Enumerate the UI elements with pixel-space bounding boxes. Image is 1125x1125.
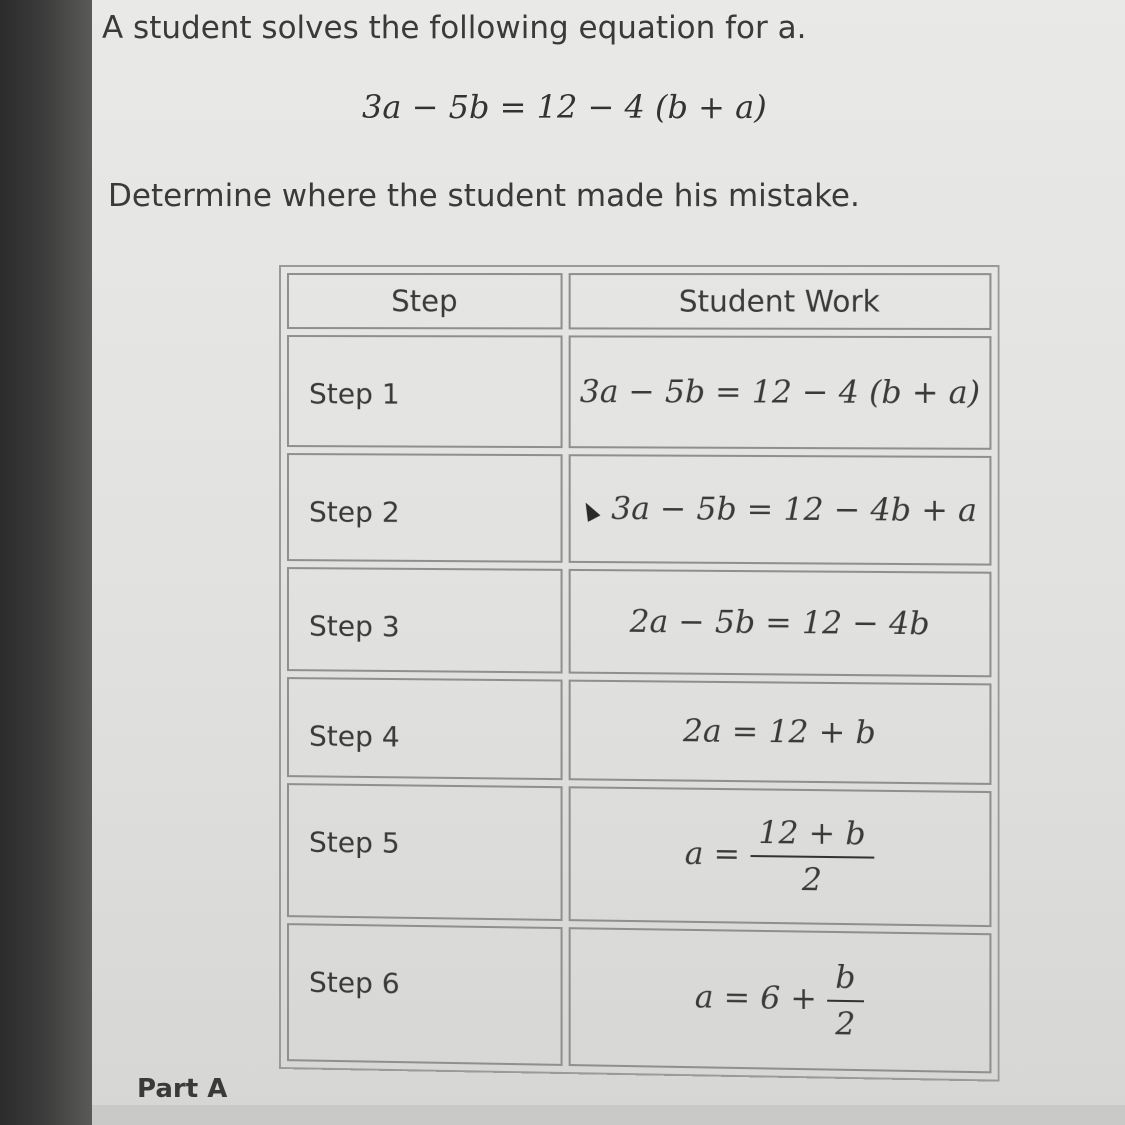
student-work: 3a − 5b = 12 − 4 (b + a) [569, 335, 992, 449]
header-step: Step [287, 273, 563, 329]
monitor-bezel [0, 0, 92, 1125]
table-row [287, 567, 991, 677]
question-instruction: Determine where the student made his mistake. [108, 178, 860, 214]
student-work: 2a = 12 + b [569, 680, 992, 785]
table-row [287, 453, 991, 566]
fraction-numerator: b [827, 959, 864, 1002]
student-work: 2a − 5b = 12 − 4b [569, 569, 992, 677]
step-label: Step 5 [287, 783, 563, 921]
fraction-denominator: 2 [801, 861, 822, 899]
fraction-numerator: 12 + b [750, 815, 874, 859]
table-header-row [287, 273, 991, 330]
bottom-bar [92, 1105, 1125, 1125]
step-label: Step 3 [287, 567, 563, 673]
work-lhs: a = [684, 835, 741, 873]
student-work [569, 786, 992, 927]
part-a-heading: Part A [137, 1074, 228, 1104]
fraction [827, 959, 864, 1043]
table-row [287, 923, 991, 1073]
table-row [287, 335, 991, 450]
student-work [569, 454, 992, 565]
table-row [287, 783, 991, 927]
step-label: Step 4 [287, 677, 563, 780]
work-lhs: a = 6 + [694, 978, 817, 1018]
fraction-denominator: 2 [835, 1005, 856, 1043]
mouse-pointer-icon [579, 499, 600, 522]
table-row [287, 677, 991, 785]
header-student-work: Student Work [569, 273, 992, 330]
student-work-text: 3a − 5b = 12 − 4b + a [611, 490, 978, 529]
student-work-table [279, 265, 1000, 1082]
fraction [750, 815, 874, 900]
student-work [569, 927, 992, 1073]
step-label: Step 2 [287, 453, 563, 563]
question-intro: A student solves the following equation for a. [102, 10, 807, 46]
step-label: Step 1 [287, 335, 563, 448]
step-label: Step 6 [287, 923, 563, 1066]
main-equation: 3a − 5b = 12 − 4 (b + a) [362, 88, 767, 126]
